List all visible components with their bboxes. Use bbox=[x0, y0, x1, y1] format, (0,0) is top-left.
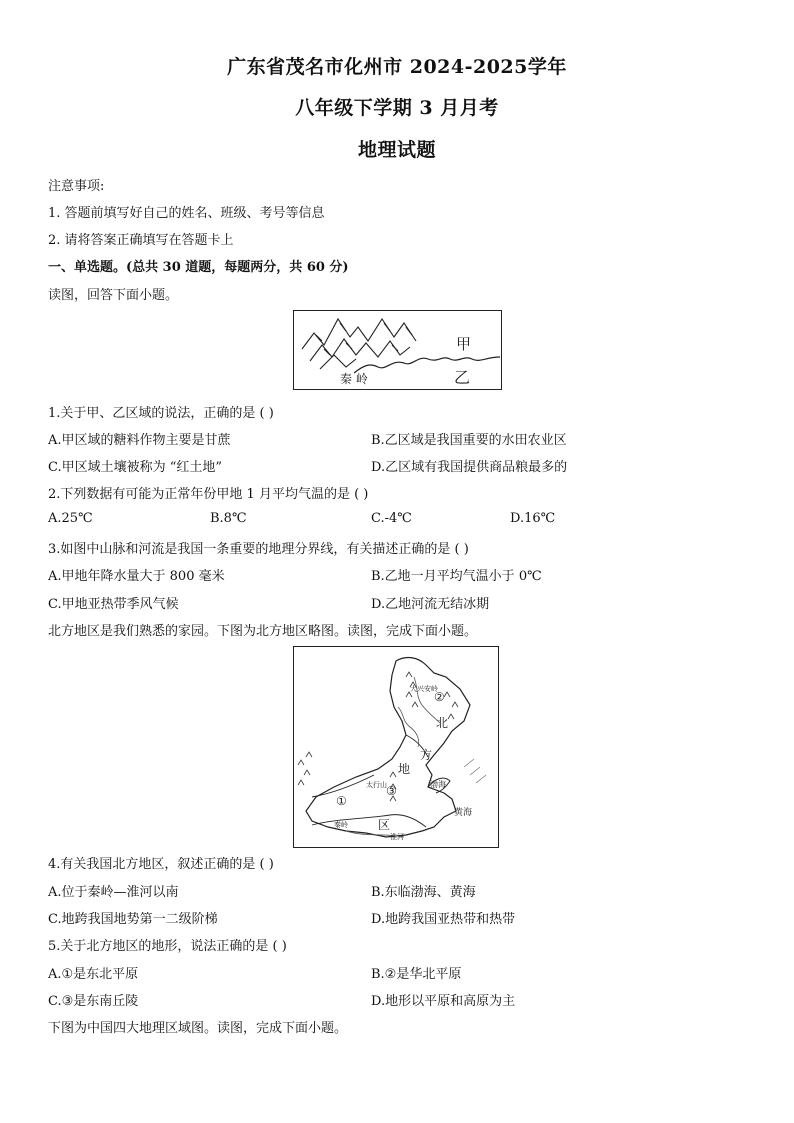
q1-option-c: C.甲区域土壤被称为 “红土地” bbox=[48, 460, 223, 475]
qinling-map-figure bbox=[293, 310, 502, 390]
q5-option-b: B.②是华北平原 bbox=[371, 967, 462, 982]
map1-label-jia: 甲 bbox=[456, 335, 472, 353]
intro-four-regions: 下图为中国四大地理区域图。读图，完成下面小题。 bbox=[48, 1021, 348, 1036]
notes-item-2: 2. 请将答案正确填写在答题卡上 bbox=[48, 233, 234, 248]
northern-region-map-figure bbox=[293, 646, 499, 848]
section-heading: 一、单选题。(总共 30 道题，每题两分，共 60 分) bbox=[48, 260, 349, 275]
q3-option-a: A.甲地年降水量大于 800 毫米 bbox=[48, 569, 225, 584]
notes-item-1: 1. 答题前填写好自己的姓名、班级、考号等信息 bbox=[48, 206, 325, 221]
intro-northern-region: 北方地区是我们熟悉的家园。下图为北方地区略图。读图，完成下面小题。 bbox=[48, 624, 478, 639]
exam-subject-title: 地理试题 bbox=[357, 139, 436, 161]
q3-option-b: B.乙地一月平均气温小于 0℃ bbox=[371, 569, 542, 584]
q5-stem: 5.关于北方地区的地形，说法正确的是 ( ) bbox=[48, 939, 287, 954]
map2-label-qinling: 秦岭 bbox=[334, 821, 348, 829]
map2-label-huanghai: 黄海 bbox=[454, 808, 473, 818]
q5-option-a: A.①是东北平原 bbox=[48, 967, 139, 982]
map2-label-taihang: 太行山 bbox=[366, 781, 387, 789]
q3-option-d: D.乙地河流无结冰期 bbox=[371, 597, 490, 612]
map2-region-2: ② bbox=[434, 690, 445, 704]
exam-title-line1: 广东省茂名市化州市 2024-2025学年 bbox=[227, 56, 567, 78]
exam-title-line2: 八年级下学期 3 月月考 bbox=[295, 97, 499, 119]
q2-option-b: B.8℃ bbox=[210, 511, 247, 526]
q5-option-c: C.③是东南丘陵 bbox=[48, 994, 139, 1009]
q4-option-a: A.位于秦岭—淮河以南 bbox=[48, 885, 179, 900]
q2-stem: 2.下列数据有可能为正常年份甲地 1 月平均气温的是 ( ) bbox=[48, 487, 369, 502]
map1-label-qinling: 秦 岭 bbox=[340, 372, 368, 386]
map2-region-3: ③ bbox=[386, 784, 397, 798]
notes-title: 注意事项: bbox=[48, 179, 105, 194]
q3-stem: 3.如图中山脉和河流是我国一条重要的地理分界线，有关描述正确的是 ( ) bbox=[48, 542, 469, 557]
q2-option-c: C.-4℃ bbox=[371, 511, 412, 526]
map2-label-di: 地 bbox=[398, 762, 411, 776]
northern-region-map-drawing bbox=[294, 647, 498, 847]
q2-option-d: D.16℃ bbox=[510, 511, 556, 526]
q4-option-d: D.地跨我国亚热带和热带 bbox=[371, 912, 516, 927]
map2-label-qu: 区 bbox=[378, 818, 391, 832]
q4-option-b: B.东临渤海、黄海 bbox=[371, 885, 476, 900]
q5-option-d: D.地形以平原和高原为主 bbox=[371, 994, 516, 1009]
map2-label-huaihe: 淮河 bbox=[390, 833, 404, 841]
q1-option-a: A.甲区域的糖料作物主要是甘蔗 bbox=[48, 433, 231, 448]
q4-stem: 4.有关我国北方地区，叙述正确的是 ( ) bbox=[48, 857, 274, 872]
q3-option-c: C.甲地亚热带季风气候 bbox=[48, 597, 179, 612]
q1-option-b: B.乙区域是我国重要的水田农业区 bbox=[371, 433, 567, 448]
q1-option-d: D.乙区域有我国提供商品粮最多的 bbox=[371, 460, 568, 475]
map2-region-1: ① bbox=[336, 794, 347, 808]
qinling-map-drawing bbox=[294, 311, 501, 389]
q1-stem: 1.关于甲、乙区域的说法，正确的是 ( ) bbox=[48, 406, 274, 421]
map1-label-yi: 乙 bbox=[454, 368, 471, 387]
map2-label-fang: 方 bbox=[420, 748, 433, 762]
section-intro: 读图，回答下面小题。 bbox=[48, 288, 179, 303]
q4-option-c: C.地跨我国地势第一二级阶梯 bbox=[48, 912, 218, 927]
map2-label-daxinganling: 大兴安岭 bbox=[410, 685, 438, 693]
q2-option-a: A.25℃ bbox=[48, 511, 93, 526]
map2-label-bohai: 渤海 bbox=[430, 780, 446, 789]
map2-label-bei: 北 bbox=[436, 716, 449, 730]
